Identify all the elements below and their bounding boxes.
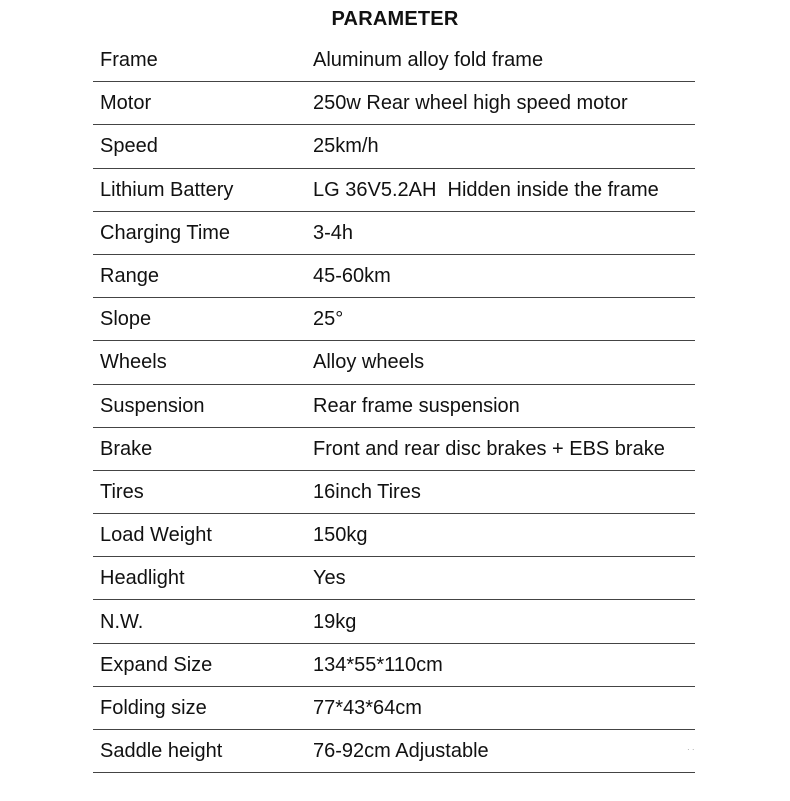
- table-row: [93, 644, 695, 687]
- table-row: [93, 428, 695, 471]
- row-value: 25km/h: [313, 135, 379, 158]
- row-value: LG 36V5.2AH Hidden inside the frame: [313, 178, 659, 201]
- parameter-table: [93, 39, 695, 773]
- row-label: Folding size: [100, 696, 207, 719]
- row-value: 16inch Tires: [313, 480, 421, 503]
- table-row: [93, 385, 695, 428]
- row-label: Range: [100, 265, 159, 288]
- row-value: 134*55*110cm: [313, 653, 443, 676]
- row-label: Tires: [100, 480, 144, 503]
- table-row: [93, 730, 695, 773]
- table-row: [93, 169, 695, 212]
- row-label: Suspension: [100, 394, 205, 417]
- row-value: Aluminum alloy fold frame: [313, 49, 544, 72]
- row-label: Lithium Battery: [100, 178, 234, 201]
- table-row: [93, 255, 695, 298]
- row-label: Slope: [100, 308, 152, 331]
- table-row: [93, 600, 695, 643]
- row-value: Yes: [313, 567, 346, 590]
- table-row: [93, 298, 695, 341]
- row-value: 77*43*64cm: [313, 696, 422, 719]
- row-value: Alloy wheels: [313, 351, 425, 374]
- table-row: [93, 687, 695, 730]
- row-value: 250w Rear wheel high speed motor: [313, 92, 628, 115]
- row-value: Front and rear disc brakes + EBS brake: [313, 437, 665, 460]
- table-row: [93, 514, 695, 557]
- table-row: [93, 557, 695, 600]
- row-value: 19kg: [313, 610, 357, 633]
- decorative-dots: · ·: [687, 745, 695, 754]
- row-label: Load Weight: [100, 524, 212, 547]
- row-label: Motor: [100, 92, 152, 115]
- row-label: Speed: [100, 135, 158, 158]
- row-label: N.W.: [100, 610, 144, 633]
- row-label: Expand Size: [100, 653, 213, 676]
- table-row: [93, 125, 695, 168]
- table-row: [93, 39, 695, 82]
- row-value: 45-60km: [313, 265, 391, 288]
- row-value: 76-92cm Adjustable: [313, 740, 489, 763]
- row-value: Rear frame suspension: [313, 394, 520, 417]
- row-value: 25°: [313, 308, 344, 331]
- row-value: 3-4h: [313, 221, 354, 244]
- table-row: [93, 82, 695, 125]
- row-label: Charging Time: [100, 221, 231, 244]
- page-title: PARAMETER: [331, 8, 459, 30]
- row-label: Frame: [100, 49, 158, 72]
- row-value: 150kg: [313, 524, 368, 547]
- row-label: Wheels: [100, 351, 167, 374]
- row-label: Brake: [100, 437, 153, 460]
- table-row: [93, 471, 695, 514]
- row-label: Saddle height: [100, 740, 223, 763]
- table-row: [93, 212, 695, 255]
- row-label: Headlight: [100, 567, 185, 590]
- table-row: [93, 341, 695, 384]
